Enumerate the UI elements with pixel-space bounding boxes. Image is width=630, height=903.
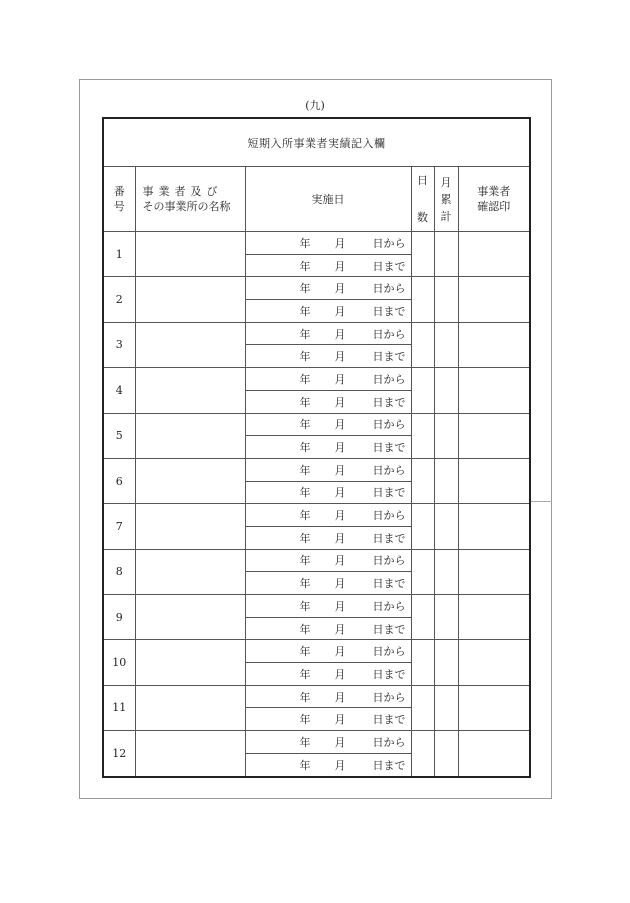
to-label: 日まで <box>372 713 406 727</box>
monthly-total-cell[interactable] <box>434 549 458 594</box>
form-title: 短期入所事業者実績記入欄 <box>103 118 530 167</box>
year-label: 年 <box>299 645 311 659</box>
monthly-total-cell[interactable] <box>434 322 458 367</box>
start-date-cell[interactable] <box>245 277 411 300</box>
year-label: 年 <box>299 463 311 477</box>
end-date-cell[interactable] <box>245 254 411 277</box>
confirm-seal-cell[interactable] <box>458 413 530 458</box>
month-label: 月 <box>334 554 346 568</box>
provider-name-cell[interactable] <box>135 640 245 685</box>
confirm-seal-cell[interactable] <box>458 640 530 685</box>
year-label: 年 <box>299 713 311 727</box>
month-label: 月 <box>334 645 346 659</box>
confirm-seal-header: 事業者 確認印 <box>458 167 530 232</box>
days-header: 日 数 <box>411 167 434 232</box>
to-label: 日まで <box>372 531 406 545</box>
to-label: 日まで <box>372 577 406 591</box>
record-row <box>103 504 530 527</box>
provider-name-cell[interactable] <box>135 595 245 640</box>
year-label: 年 <box>299 327 311 341</box>
year-label: 年 <box>299 509 311 523</box>
days-cell[interactable] <box>411 549 434 594</box>
month-label: 月 <box>334 758 346 772</box>
monthly-total-cell[interactable] <box>434 232 458 277</box>
days-cell[interactable] <box>411 368 434 413</box>
year-label: 年 <box>299 758 311 772</box>
start-date-cell[interactable] <box>245 549 411 572</box>
confirm-seal-cell[interactable] <box>458 368 530 413</box>
from-label: 日から <box>372 554 406 568</box>
confirm-seal-cell[interactable] <box>458 458 530 503</box>
days-cell[interactable] <box>411 458 434 503</box>
row-number: 4 <box>103 368 135 413</box>
month-label: 月 <box>334 350 346 364</box>
from-label: 日から <box>372 418 406 432</box>
month-label: 月 <box>334 713 346 727</box>
monthly-total-cell[interactable] <box>434 413 458 458</box>
row-number: 10 <box>103 640 135 685</box>
month-label: 月 <box>334 667 346 681</box>
days-cell[interactable] <box>411 232 434 277</box>
end-date-cell[interactable] <box>245 617 411 640</box>
month-label: 月 <box>334 622 346 636</box>
provider-name-cell[interactable] <box>135 504 245 549</box>
record-row <box>103 685 530 708</box>
row-number: 2 <box>103 277 135 322</box>
confirm-seal-cell[interactable] <box>458 685 530 730</box>
year-label: 年 <box>299 418 311 432</box>
year-label: 年 <box>299 690 311 704</box>
row-number: 6 <box>103 458 135 503</box>
from-label: 日から <box>372 690 406 704</box>
year-label: 年 <box>299 372 311 386</box>
monthly-total-cell[interactable] <box>434 458 458 503</box>
record-row <box>103 731 530 754</box>
start-date-cell[interactable] <box>245 458 411 481</box>
start-date-cell[interactable] <box>245 368 411 391</box>
from-label: 日から <box>372 599 406 613</box>
monthly-total-cell[interactable] <box>434 368 458 413</box>
month-label: 月 <box>334 577 346 591</box>
confirm-seal-cell[interactable] <box>458 731 530 777</box>
from-label: 日から <box>372 463 406 477</box>
month-label: 月 <box>334 327 346 341</box>
days-cell[interactable] <box>411 277 434 322</box>
number-header: 番 号 <box>103 167 135 232</box>
monthly-total-cell[interactable] <box>434 277 458 322</box>
provider-name-cell[interactable] <box>135 277 245 322</box>
year-label: 年 <box>299 304 311 318</box>
provider-name-cell[interactable] <box>135 413 245 458</box>
end-date-cell[interactable] <box>245 481 411 504</box>
from-label: 日から <box>372 735 406 749</box>
row-number: 12 <box>103 731 135 777</box>
start-date-cell[interactable] <box>245 640 411 663</box>
year-label: 年 <box>299 667 311 681</box>
days-cell[interactable] <box>411 504 434 549</box>
start-date-cell[interactable] <box>245 413 411 436</box>
to-label: 日まで <box>372 622 406 636</box>
end-date-cell[interactable] <box>245 436 411 459</box>
start-date-cell[interactable] <box>245 504 411 527</box>
record-form-table <box>102 117 531 778</box>
header-row <box>103 167 530 232</box>
date-header: 実施日 <box>245 167 411 232</box>
year-label: 年 <box>299 531 311 545</box>
year-label: 年 <box>299 395 311 409</box>
days-cell[interactable] <box>411 685 434 730</box>
record-row <box>103 277 530 300</box>
from-label: 日から <box>372 645 406 659</box>
confirm-seal-cell[interactable] <box>458 549 530 594</box>
record-row <box>103 595 530 618</box>
year-label: 年 <box>299 735 311 749</box>
month-label: 月 <box>334 599 346 613</box>
days-cell[interactable] <box>411 322 434 367</box>
end-date-cell[interactable] <box>245 300 411 323</box>
month-label: 月 <box>334 236 346 250</box>
provider-name-cell[interactable] <box>135 368 245 413</box>
month-label: 月 <box>334 418 346 432</box>
month-label: 月 <box>334 735 346 749</box>
page-label: (九) <box>305 99 325 112</box>
confirm-seal-cell[interactable] <box>458 232 530 277</box>
from-label: 日から <box>372 327 406 341</box>
end-date-cell[interactable] <box>245 753 411 776</box>
monthly-total-cell[interactable] <box>434 595 458 640</box>
row-number: 11 <box>103 685 135 730</box>
record-row <box>103 549 530 572</box>
year-label: 年 <box>299 282 311 296</box>
monthly-total-cell[interactable] <box>434 685 458 730</box>
monthly-total-cell[interactable] <box>434 640 458 685</box>
end-date-cell[interactable] <box>245 708 411 731</box>
year-label: 年 <box>299 554 311 568</box>
to-label: 日まで <box>372 667 406 681</box>
to-label: 日まで <box>372 259 406 273</box>
from-label: 日から <box>372 282 406 296</box>
row-number: 3 <box>103 322 135 367</box>
confirm-seal-cell[interactable] <box>458 277 530 322</box>
year-label: 年 <box>299 441 311 455</box>
month-label: 月 <box>334 372 346 386</box>
end-date-cell[interactable] <box>245 663 411 686</box>
provider-name-cell[interactable] <box>135 685 245 730</box>
row-number: 9 <box>103 595 135 640</box>
days-cell[interactable] <box>411 595 434 640</box>
to-label: 日まで <box>372 441 406 455</box>
margin-tick-line <box>529 501 552 502</box>
monthly-total-header: 月 累 計 <box>434 167 458 232</box>
confirm-seal-cell[interactable] <box>458 322 530 367</box>
days-cell[interactable] <box>411 640 434 685</box>
provider-name-cell[interactable] <box>135 458 245 503</box>
year-label: 年 <box>299 350 311 364</box>
record-row <box>103 322 530 345</box>
days-cell[interactable] <box>411 731 434 777</box>
record-row <box>103 458 530 481</box>
confirm-seal-cell[interactable] <box>458 595 530 640</box>
end-date-cell[interactable] <box>245 572 411 595</box>
year-label: 年 <box>299 259 311 273</box>
record-row <box>103 368 530 391</box>
year-label: 年 <box>299 577 311 591</box>
provider-name-cell[interactable] <box>135 322 245 367</box>
from-label: 日から <box>372 236 406 250</box>
start-date-cell[interactable] <box>245 322 411 345</box>
start-date-cell[interactable] <box>245 685 411 708</box>
monthly-total-cell[interactable] <box>434 731 458 777</box>
month-label: 月 <box>334 509 346 523</box>
to-label: 日まで <box>372 395 406 409</box>
month-label: 月 <box>334 259 346 273</box>
year-label: 年 <box>299 486 311 500</box>
record-row <box>103 640 530 663</box>
row-number: 8 <box>103 549 135 594</box>
confirm-seal-cell[interactable] <box>458 504 530 549</box>
row-number: 1 <box>103 232 135 277</box>
month-label: 月 <box>334 304 346 318</box>
from-label: 日から <box>372 509 406 523</box>
row-number: 5 <box>103 413 135 458</box>
month-label: 月 <box>334 395 346 409</box>
provider-name-cell[interactable] <box>135 731 245 777</box>
from-label: 日から <box>372 372 406 386</box>
provider-name-cell[interactable] <box>135 232 245 277</box>
end-date-cell[interactable] <box>245 526 411 549</box>
end-date-cell[interactable] <box>245 345 411 368</box>
record-row <box>103 413 530 436</box>
month-label: 月 <box>334 282 346 296</box>
start-date-cell[interactable] <box>245 232 411 255</box>
month-label: 月 <box>334 690 346 704</box>
start-date-cell[interactable] <box>245 731 411 754</box>
end-date-cell[interactable] <box>245 390 411 413</box>
month-label: 月 <box>334 441 346 455</box>
start-date-cell[interactable] <box>245 595 411 618</box>
row-number: 7 <box>103 504 135 549</box>
provider-name-header: 事業者及び その事業所の名称 <box>135 167 245 232</box>
provider-name-cell[interactable] <box>135 549 245 594</box>
to-label: 日まで <box>372 758 406 772</box>
monthly-total-cell[interactable] <box>434 504 458 549</box>
month-label: 月 <box>334 486 346 500</box>
month-label: 月 <box>334 531 346 545</box>
month-label: 月 <box>334 463 346 477</box>
year-label: 年 <box>299 599 311 613</box>
to-label: 日まで <box>372 304 406 318</box>
to-label: 日まで <box>372 350 406 364</box>
record-row <box>103 232 530 255</box>
year-label: 年 <box>299 622 311 636</box>
year-label: 年 <box>299 236 311 250</box>
days-cell[interactable] <box>411 413 434 458</box>
to-label: 日まで <box>372 486 406 500</box>
